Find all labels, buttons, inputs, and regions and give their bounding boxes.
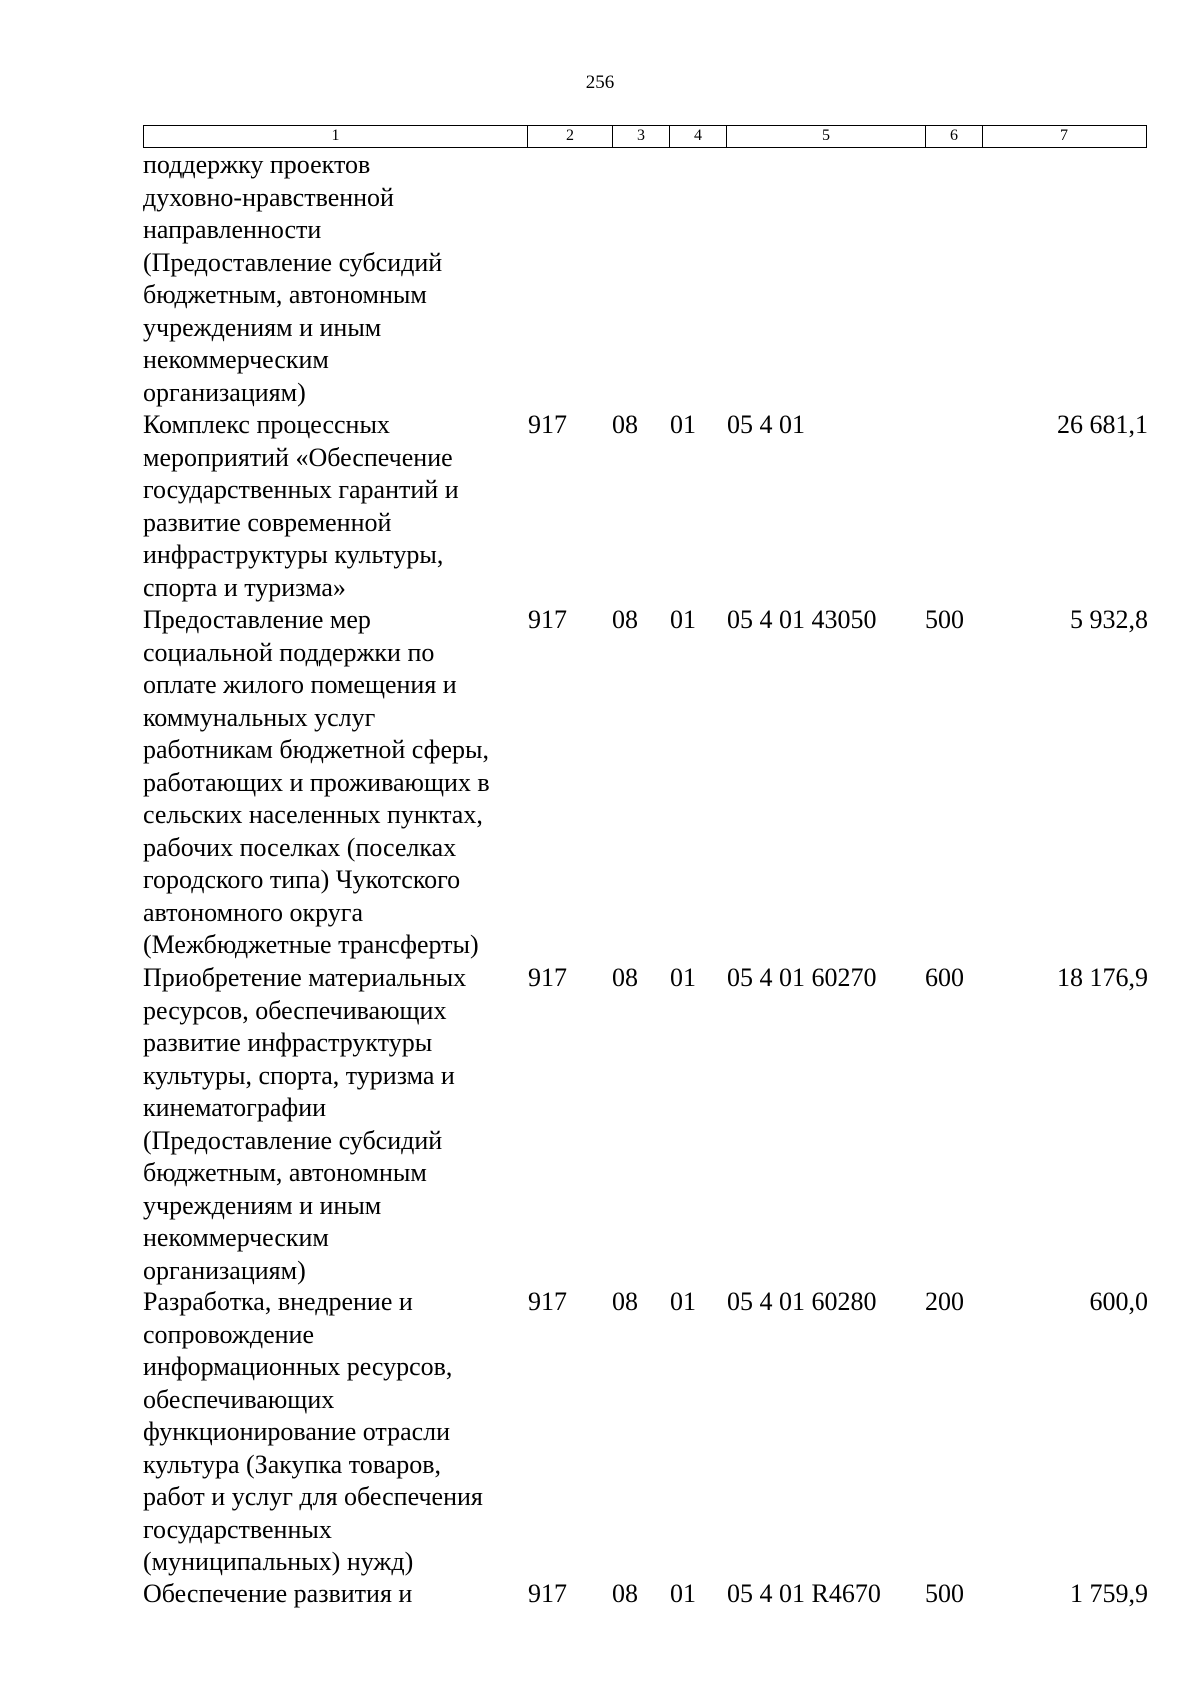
header-col-6: 6 <box>925 126 982 147</box>
description-line: обеспечивающих <box>143 1384 335 1414</box>
description-line: духовно-нравственной <box>143 182 394 212</box>
row-section-code: 08 <box>612 1579 638 1608</box>
row-subsection-code: 01 <box>670 1287 696 1316</box>
description-line: бюджетным, автономным <box>143 280 427 309</box>
row-subsection-code: 01 <box>670 605 696 634</box>
table-row <box>0 1578 1200 1611</box>
description-line: работникам бюджетной сферы, <box>143 735 489 764</box>
row-section-code: 08 <box>612 963 638 992</box>
description-line: мероприятий «Обеспечение <box>143 442 453 472</box>
header-col-1: 1 <box>331 127 340 144</box>
row-subsection-code: 01 <box>670 1579 696 1608</box>
description-line: городского типа) Чукотского <box>143 865 461 894</box>
table-row <box>0 1286 1200 1579</box>
row-description <box>143 409 533 604</box>
description-line: инфраструктуры культуры, <box>143 540 444 569</box>
row-amount: 1 759,9 <box>1070 1579 1148 1608</box>
description-line: государственных <box>143 1514 332 1544</box>
description-line: некоммерческим <box>143 345 329 374</box>
header-col-7: 7 <box>982 126 1145 147</box>
description-line: сопровождение <box>143 1319 315 1349</box>
table-header <box>143 125 1147 148</box>
page-number: 256 <box>585 72 615 93</box>
row-section-code: 08 <box>612 410 638 439</box>
description-line: бюджетным, автономным <box>143 1158 427 1187</box>
description-line: развитие современной <box>143 507 392 537</box>
row-subsection-code: 01 <box>670 963 696 992</box>
row-description <box>143 149 533 409</box>
description-line: спорта и туризма» <box>143 572 346 602</box>
description-line: организациям) <box>143 377 306 407</box>
description-line: (муниципальных) нужд) <box>143 1547 414 1576</box>
table-row <box>0 149 1200 409</box>
description-line: культуры, спорта, туризма и <box>143 1060 455 1090</box>
row-description <box>143 1286 533 1579</box>
row-target-article: 05 4 01 <box>727 410 805 439</box>
row-expense-type: 600 <box>925 963 964 992</box>
row-description <box>143 604 533 962</box>
row-target-article: 05 4 01 43050 <box>727 605 877 634</box>
description-line: Предоставление мер <box>143 605 371 634</box>
description-line: Разработка, внедрение и <box>143 1287 413 1316</box>
row-section-code: 08 <box>612 1287 638 1316</box>
row-amount: 600,0 <box>1089 1287 1148 1316</box>
table-row <box>0 604 1200 962</box>
row-amount: 18 176,9 <box>1057 963 1148 992</box>
description-line: автономного округа <box>143 897 363 927</box>
description-line: учреждениям и иным <box>143 312 382 342</box>
description-line: коммунальных услуг <box>143 702 376 732</box>
description-line: работ и услуг для обеспечения <box>143 1482 483 1511</box>
row-description <box>143 962 533 1287</box>
description-line: Комплекс процессных <box>143 410 390 439</box>
row-amount: 5 932,8 <box>1070 605 1148 634</box>
table-row <box>0 962 1200 1287</box>
description-line: учреждениям и иным <box>143 1190 382 1220</box>
row-expense-type: 500 <box>925 605 964 634</box>
description-line: социальной поддержки по <box>143 637 435 667</box>
row-target-article: 05 4 01 60270 <box>727 963 877 992</box>
description-line: (Межбюджетные трансферты) <box>143 930 479 959</box>
row-target-article: 05 4 01 R4670 <box>727 1579 881 1608</box>
description-line: ресурсов, обеспечивающих <box>143 995 447 1025</box>
description-line: Обеспечение развития и <box>143 1579 413 1608</box>
description-line: кинематографии <box>143 1093 327 1122</box>
description-line: направленности <box>143 215 322 244</box>
row-section-code: 08 <box>612 605 638 634</box>
description-line: развитие инфраструктуры <box>143 1028 433 1057</box>
header-col-3: 3 <box>612 126 669 147</box>
description-line: (Предоставление субсидий <box>143 247 443 277</box>
description-line: поддержку проектов <box>143 150 371 179</box>
row-grbs-code: 917 <box>528 1287 567 1316</box>
description-line: информационных ресурсов, <box>143 1352 453 1381</box>
description-line: некоммерческим <box>143 1223 329 1252</box>
description-line: сельских населенных пунктах, <box>143 800 483 829</box>
row-grbs-code: 917 <box>528 963 567 992</box>
description-line: государственных гарантий и <box>143 475 459 504</box>
row-grbs-code: 917 <box>528 605 567 634</box>
row-expense-type: 500 <box>925 1579 964 1608</box>
row-grbs-code: 917 <box>528 1579 567 1608</box>
row-amount: 26 681,1 <box>1057 410 1148 439</box>
header-col-4: 4 <box>669 126 726 147</box>
row-target-article: 05 4 01 60280 <box>727 1287 877 1316</box>
description-line: (Предоставление субсидий <box>143 1125 443 1155</box>
description-line: рабочих поселках (поселках <box>143 832 457 862</box>
row-description <box>143 1578 533 1611</box>
row-subsection-code: 01 <box>670 410 696 439</box>
description-line: оплате жилого помещения и <box>143 670 457 699</box>
description-line: культура (Закупка товаров, <box>143 1449 441 1479</box>
description-line: функционирование отрасли <box>143 1417 451 1446</box>
header-col-5: 5 <box>726 126 925 147</box>
description-line: работающих и проживающих в <box>143 767 490 797</box>
table-row <box>0 409 1200 604</box>
row-expense-type: 200 <box>925 1287 964 1316</box>
description-line: Приобретение материальных <box>143 963 467 992</box>
description-line: организациям) <box>143 1255 306 1285</box>
header-col-2: 2 <box>527 126 612 147</box>
row-grbs-code: 917 <box>528 410 567 439</box>
